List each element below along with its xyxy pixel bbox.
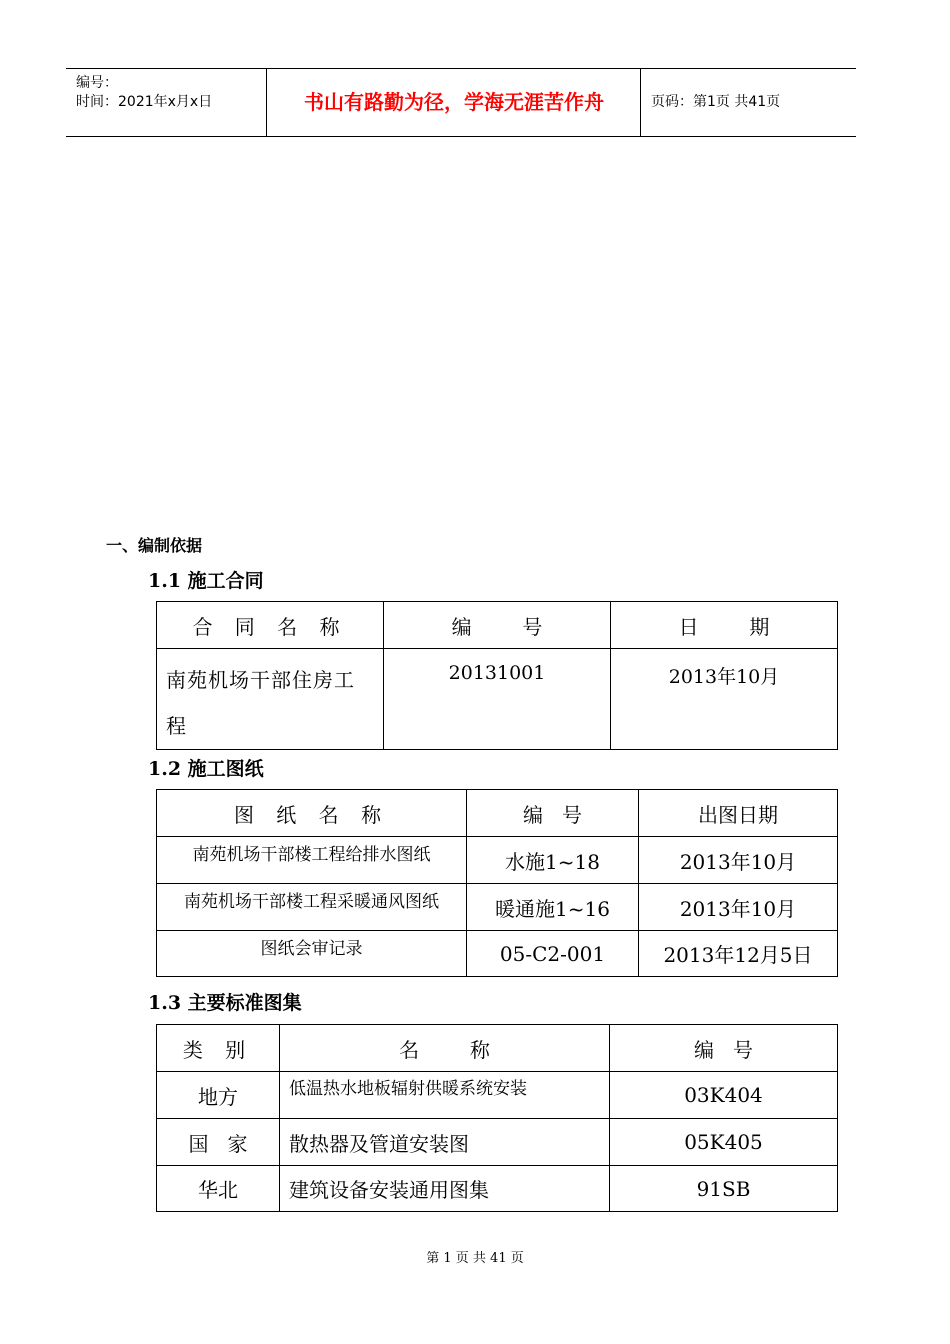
table-cell: 2013年10月 xyxy=(639,837,838,884)
table-cell: 低温热水地板辐射供暖系统安装 xyxy=(280,1072,610,1119)
table-cell: 南苑机场干部楼工程采暖通风图纸 xyxy=(157,884,467,931)
table-cell: 2013年10月 xyxy=(639,884,838,931)
table-header-row xyxy=(157,790,838,837)
table-header-cell: 编 号 xyxy=(467,790,639,837)
table-cell: 华北 xyxy=(157,1166,280,1212)
contract-table xyxy=(156,601,838,750)
table-header-cell: 出图日期 xyxy=(639,790,838,837)
table-cell: 05K405 xyxy=(610,1119,838,1166)
table-row xyxy=(157,1119,838,1166)
standards-table xyxy=(156,1024,838,1212)
header-divider xyxy=(640,69,641,136)
table-row xyxy=(157,837,838,884)
table-header-cell: 编 号 xyxy=(610,1025,838,1072)
contract-title: 1.1 施工合同 xyxy=(148,570,264,592)
table-cell: 南苑机场干部楼工程给排水图纸 xyxy=(157,837,467,884)
table-cell: 91SB xyxy=(610,1166,838,1212)
table-cell: 2013年12月5日 xyxy=(639,931,838,977)
table-row xyxy=(157,1166,838,1212)
table-header-row xyxy=(157,1025,838,1072)
table-cell: 05-C2-001 xyxy=(467,931,639,977)
table-cell: 图纸会审记录 xyxy=(157,931,467,977)
table-cell: 水施1~18 xyxy=(467,837,639,884)
table-header-cell: 类 别 xyxy=(157,1025,280,1072)
standards-title: 1.3 主要标准图集 xyxy=(148,992,302,1014)
table-header-cell: 图 纸 名 称 xyxy=(157,790,467,837)
document-time-label: 时间：2021年x月x日 xyxy=(76,94,213,110)
drawings-table xyxy=(156,789,838,977)
table-cell: 国 家 xyxy=(157,1119,280,1166)
document-number-label: 编号： xyxy=(76,75,118,91)
table-row xyxy=(157,931,838,977)
table-header-cell: 合 同 名 称 xyxy=(157,602,384,649)
section-title-basis: 一、编制依据 xyxy=(106,536,203,555)
table-header-cell: 日 期 xyxy=(611,602,838,649)
table-header-row xyxy=(157,602,838,649)
table-header-cell: 编 号 xyxy=(384,602,611,649)
table-cell: 建筑设备安装通用图集 xyxy=(280,1166,610,1212)
table-cell: 散热器及管道安装图 xyxy=(280,1119,610,1166)
table-header-cell: 名 称 xyxy=(280,1025,610,1072)
table-cell: 2013年10月 xyxy=(611,649,838,750)
header-motto: 书山有路勤为径，学海无涯苦作舟 xyxy=(304,90,604,114)
table-cell: 03K404 xyxy=(610,1072,838,1119)
header-page-number: 页码：第1页 共41页 xyxy=(651,94,781,110)
header-meta xyxy=(66,69,266,136)
page-header xyxy=(66,68,856,137)
table-cell: 地方 xyxy=(157,1072,280,1119)
table-cell: 暖通施1~16 xyxy=(467,884,639,931)
drawings-title: 1.2 施工图纸 xyxy=(148,758,264,780)
table-cell: 南苑机场干部住房工程 xyxy=(157,649,384,750)
page-footer: 第 1 页 共 41 页 xyxy=(426,1251,524,1266)
table-row xyxy=(157,1072,838,1119)
header-divider xyxy=(266,69,267,136)
table-row xyxy=(157,649,838,750)
table-cell: 20131001 xyxy=(384,649,611,750)
table-row xyxy=(157,884,838,931)
